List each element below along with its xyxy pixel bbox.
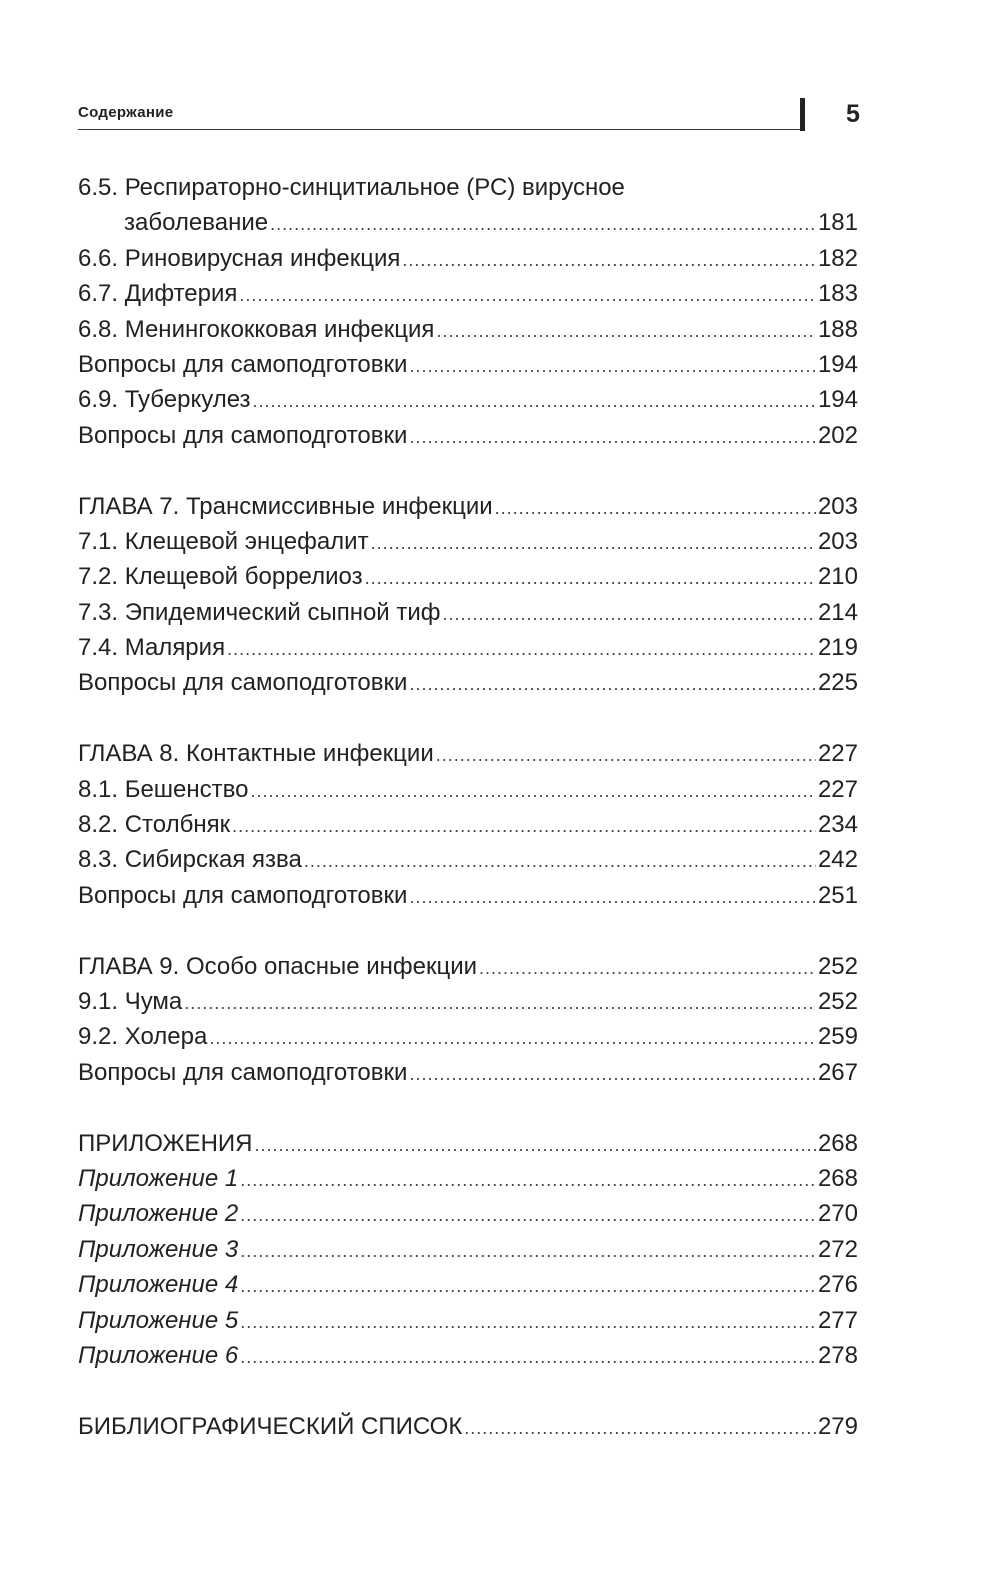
toc-entry xyxy=(78,312,858,347)
toc-dot-leader xyxy=(495,491,816,526)
toc-dot-leader xyxy=(240,1198,816,1233)
toc-entry-title: ПРИЛОЖЕНИЯ xyxy=(78,1129,253,1157)
toc-dot-leader xyxy=(232,809,816,844)
toc-dot-leader xyxy=(254,1128,815,1163)
toc-entry-page: 268 xyxy=(817,1129,858,1157)
toc-dot-leader xyxy=(304,844,816,879)
toc-entry xyxy=(78,1232,858,1267)
toc-entry xyxy=(78,1055,858,1090)
toc-dot-leader xyxy=(240,1305,816,1340)
header-rule xyxy=(78,129,802,130)
toc-entry-title: 7.4. Малярия xyxy=(78,634,226,662)
toc-dot-leader xyxy=(253,384,816,419)
toc-dot-leader xyxy=(240,1234,816,1269)
toc-entry-page: 227 xyxy=(817,775,858,803)
toc-entry-title: 8.3. Сибирская язва xyxy=(78,846,302,874)
toc-entry xyxy=(78,1267,858,1302)
toc-entry xyxy=(78,842,858,877)
toc-entry xyxy=(78,489,858,524)
toc-entry-title: ГЛАВА 7. Трансмиссивные инфекции xyxy=(78,492,493,520)
toc-entry-title: Приложение 4 xyxy=(78,1271,239,1299)
toc-entry xyxy=(78,170,858,205)
toc-entry-page: 225 xyxy=(817,669,858,697)
toc-entry-title: Вопросы для самоподготовки xyxy=(78,881,408,909)
toc-entry xyxy=(78,418,858,453)
toc-dot-leader xyxy=(464,1411,816,1446)
toc-entry xyxy=(78,1019,858,1054)
toc-dot-leader xyxy=(209,1021,816,1056)
toc-entry xyxy=(78,878,858,913)
toc-dot-leader xyxy=(227,632,816,667)
toc-entry xyxy=(78,382,858,417)
toc-entry xyxy=(78,665,858,700)
table-of-contents xyxy=(78,170,858,1444)
toc-entry-title: 7.2. Клещевой боррелиоз xyxy=(78,563,363,591)
toc-entry-title: 6.6. Риновирусная инфекция xyxy=(78,244,401,272)
running-header xyxy=(78,96,880,136)
toc-entry-title: 6.8. Менингококковая инфекция xyxy=(78,315,435,343)
toc-entry xyxy=(78,807,858,842)
toc-entry xyxy=(78,276,858,311)
toc-entry-title: 6.9. Туберкулез xyxy=(78,386,251,414)
header-bar xyxy=(800,98,805,131)
toc-entry-page: 252 xyxy=(817,987,858,1015)
toc-entry-title: Вопросы для самоподготовки xyxy=(78,421,408,449)
page-number: 5 xyxy=(846,100,860,128)
toc-entry xyxy=(78,630,858,665)
toc-dot-leader xyxy=(409,420,816,455)
toc-dot-leader xyxy=(371,526,816,561)
toc-dot-leader xyxy=(479,951,816,986)
toc-entry-title: Приложение 6 xyxy=(78,1341,239,1369)
toc-entry-title: Вопросы для самоподготовки xyxy=(78,1058,408,1086)
toc-dot-leader xyxy=(250,774,815,809)
toc-entry-title: 6.7. Дифтерия xyxy=(78,280,238,308)
toc-entry-page: 183 xyxy=(817,280,858,308)
toc-entry xyxy=(78,347,858,382)
toc-entry-page: 279 xyxy=(817,1412,858,1440)
toc-entry-title: 7.1. Клещевой энцефалит xyxy=(78,527,369,555)
toc-entry-page: 270 xyxy=(817,1200,858,1228)
toc-entry xyxy=(78,949,858,984)
toc-entry xyxy=(78,1303,858,1338)
toc-entry-title: ГЛАВА 9. Особо опасные инфекции xyxy=(78,952,478,980)
toc-entry xyxy=(78,595,858,630)
toc-dot-leader xyxy=(436,738,816,773)
toc-entry-title: Приложение 1 xyxy=(78,1164,239,1192)
toc-entry-title: 7.3. Эпидемический сыпной тиф xyxy=(78,598,441,626)
toc-dot-leader xyxy=(409,667,816,702)
toc-entry xyxy=(78,772,858,807)
toc-dot-leader xyxy=(240,1340,816,1375)
toc-entry-page: 267 xyxy=(817,1058,858,1086)
toc-entry-page: 252 xyxy=(817,952,858,980)
toc-entry xyxy=(78,205,858,240)
toc-dot-leader xyxy=(409,349,816,384)
toc-entry-page: 214 xyxy=(817,598,858,626)
toc-entry-page: 278 xyxy=(817,1341,858,1369)
toc-entry-title: Приложение 2 xyxy=(78,1200,239,1228)
toc-dot-leader xyxy=(239,278,816,313)
toc-dot-leader xyxy=(443,597,816,632)
toc-entry-page: 234 xyxy=(817,811,858,839)
toc-dot-leader xyxy=(365,561,816,596)
toc-entry-page: 272 xyxy=(817,1235,858,1263)
toc-dot-leader xyxy=(436,314,816,349)
toc-entry-page: 203 xyxy=(817,527,858,555)
toc-entry-title: 9.1. Чума xyxy=(78,987,183,1015)
toc-entry-page: 188 xyxy=(817,315,858,343)
toc-entry-page: 268 xyxy=(817,1164,858,1192)
toc-entry xyxy=(78,559,858,594)
toc-entry xyxy=(78,1409,858,1444)
toc-entry xyxy=(78,1126,858,1161)
toc-entry-page: 181 xyxy=(817,209,858,237)
toc-entry-page: 194 xyxy=(817,386,858,414)
toc-entry-title: Приложение 3 xyxy=(78,1235,239,1263)
toc-entry-title: заболевание xyxy=(124,209,269,237)
toc-dot-leader xyxy=(240,1163,816,1198)
toc-entry-page: 210 xyxy=(817,563,858,591)
toc-entry-title: 8.1. Бешенство xyxy=(78,775,249,803)
toc-entry-page: 219 xyxy=(817,634,858,662)
toc-entry-title: Вопросы для самоподготовки xyxy=(78,669,408,697)
toc-entry-title: ГЛАВА 8. Контактные инфекции xyxy=(78,740,434,768)
toc-entry-page: 227 xyxy=(817,740,858,768)
toc-entry xyxy=(78,1338,858,1373)
toc-entry xyxy=(78,1161,858,1196)
toc-entry-page: 276 xyxy=(817,1271,858,1299)
toc-entry-title: Приложение 5 xyxy=(78,1306,239,1334)
toc-entry-title: Вопросы для самоподготовки xyxy=(78,350,408,378)
toc-entry-page: 251 xyxy=(817,881,858,909)
toc-dot-leader xyxy=(409,880,816,915)
toc-entry xyxy=(78,1196,858,1231)
toc-entry-title: 6.5. Респираторно-синцитиальное (РС) вирусное xyxy=(78,174,625,201)
toc-entry-title: БИБЛИОГРАФИЧЕСКИЙ СПИСОК xyxy=(78,1412,463,1440)
toc-entry-title: 8.2. Столбняк xyxy=(78,811,231,839)
toc-entry-page: 194 xyxy=(817,350,858,378)
toc-dot-leader xyxy=(270,207,816,242)
header-title: Содержание xyxy=(78,104,174,121)
toc-entry xyxy=(78,984,858,1019)
toc-dot-leader xyxy=(409,1057,816,1092)
toc-dot-leader xyxy=(402,243,816,278)
toc-entry xyxy=(78,736,858,771)
toc-entry-page: 203 xyxy=(817,492,858,520)
toc-dot-leader xyxy=(240,1269,816,1304)
toc-entry-page: 202 xyxy=(817,421,858,449)
toc-entry xyxy=(78,524,858,559)
toc-entry-page: 242 xyxy=(817,846,858,874)
toc-entry-page: 277 xyxy=(817,1306,858,1334)
toc-entry-page: 259 xyxy=(817,1023,858,1051)
toc-entry xyxy=(78,241,858,276)
toc-entry-title: 9.2. Холера xyxy=(78,1023,208,1051)
toc-entry-page: 182 xyxy=(817,244,858,272)
toc-dot-leader xyxy=(184,986,816,1021)
